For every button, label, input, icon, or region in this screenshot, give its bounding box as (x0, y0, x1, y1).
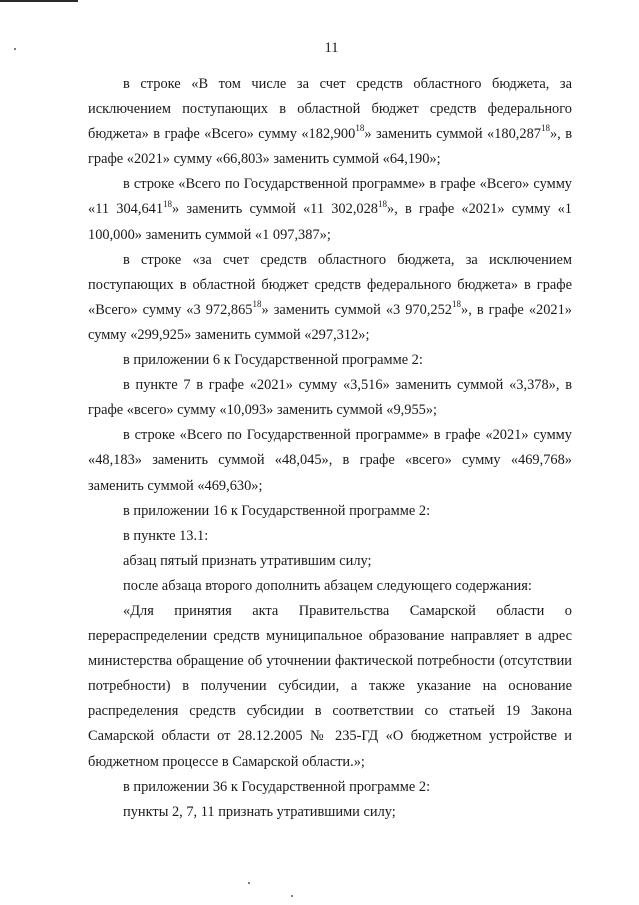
paragraph-text: в приложении 16 к Государственной программе 2: (123, 502, 431, 519)
paragraph-text: в строке «Всего по Государственной программе» в графе «2021» сумму «48,183» заменить суммой «48,045», в графе «всего» сумму «469,768» заменить суммой «469,630»; (88, 427, 572, 494)
paragraph-text: », в графе «2021» сумму «299,925» заменить суммой «297,312»; (88, 301, 572, 343)
paragraph-p5 (88, 373, 572, 423)
paragraph-text: пункты 2, 7, 11 признать утратившими силу; (123, 803, 396, 820)
paragraph-text: «Для принятия акта Правительства Самарской области о перераспределении средств муниципальное образование направляет в адрес министерства обращение об уточнении фактической потребности (отсутствии потребности) в получении субсидии, а также указание на основание распределения средств субсидии в соответствии со статьей 19 Закона Самарской области от 28.12.2005 № 235-ГД «О бюджетном устройстве и бюджетном процессе в Самарской области.»; (88, 602, 572, 770)
scan-speck (291, 895, 293, 897)
paragraph-text: в пункте 13.1: (123, 527, 209, 544)
paragraph-p11 (88, 599, 572, 775)
paragraph-p13 (88, 800, 572, 825)
paragraph-text: » заменить суммой «180,287 (364, 126, 541, 143)
paragraph-p3 (88, 248, 572, 348)
paragraph-text: в строке «Всего по Государственной программе» в графе «Всего» сумму «11 304,641 (88, 176, 572, 218)
footnote-superscript: 18 (378, 198, 388, 209)
paragraph-p12 (88, 775, 572, 800)
paragraph-text: в строке «В том числе за счет средств областного бюджета, за исключением поступающих в областной бюджет средств федерального бюджета» в графе «Всего» сумму «182,900 (88, 76, 572, 143)
paragraph-text: » заменить суммой «3 970,252 (261, 301, 453, 318)
paragraph-text: », в графе «2021» сумму «1 100,000» заменить суммой «1 097,387»; (88, 201, 573, 243)
footnote-superscript: 18 (252, 299, 262, 310)
footnote-superscript: 18 (452, 299, 462, 310)
scan-edge-line (0, 0, 78, 2)
paragraph-text: в пункте 7 в графе «2021» сумму «3,516» заменить суммой «3,378», в графе «всего» сумму «10,093» заменить суммой «9,955»; (88, 377, 572, 419)
paragraph-p6 (88, 423, 572, 498)
paragraph-text: в строке «за счет средств областного бюджета, за исключением поступающих в областной бюджет средств федерального бюджета» в графе «Всего» сумму «3 972,865 (88, 251, 572, 318)
paragraph-p2 (88, 172, 572, 247)
document-body (88, 72, 572, 825)
paragraph-text: » заменить суммой «11 302,028 (172, 201, 379, 218)
footnote-superscript: 18 (163, 198, 173, 209)
paragraph-p9 (88, 549, 572, 574)
paragraph-text: в приложении 36 к Государственной программе 2: (123, 778, 431, 795)
footnote-superscript: 18 (355, 123, 365, 134)
paragraph-p7 (88, 499, 572, 524)
paragraph-p8 (88, 524, 572, 549)
paragraph-p10 (88, 574, 572, 599)
paragraph-text: в приложении 6 к Государственной программе 2: (123, 352, 423, 369)
footnote-superscript: 18 (540, 123, 550, 134)
scan-speck (248, 882, 250, 884)
paragraph-text: после абзаца второго дополнить абзацем следующего содержания: (123, 577, 532, 594)
paragraph-text: абзац пятый признать утратившим силу; (123, 552, 372, 569)
paragraph-text: », в графе «2021» сумму «66,803» заменить суммой «64,190»; (88, 126, 573, 168)
paragraph-p1 (88, 72, 572, 172)
page-number: 11 (324, 40, 339, 56)
paragraph-p4 (88, 348, 572, 373)
